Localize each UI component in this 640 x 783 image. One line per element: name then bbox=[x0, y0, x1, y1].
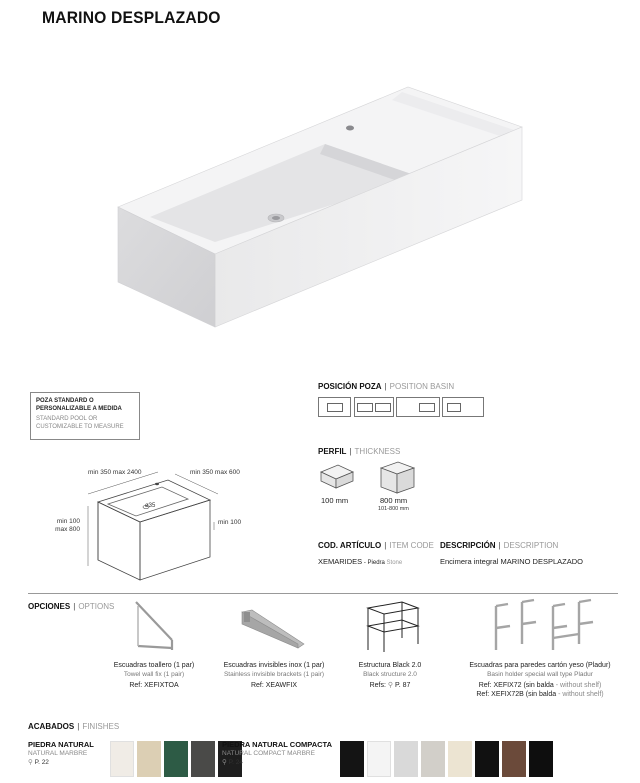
description-text: Encimera integral MARINO DESPLAZADO bbox=[440, 557, 583, 566]
finish-swatch[interactable] bbox=[164, 741, 188, 777]
finish-swatch[interactable] bbox=[137, 741, 161, 777]
finish-swatch[interactable] bbox=[110, 741, 134, 777]
dim-thickness: min 100 bbox=[218, 519, 242, 526]
pladur-holder-image-2 bbox=[545, 598, 597, 654]
option-black-structure[interactable]: Estructura Black 2.0 Black structure 2.0 Refs: ⚲ P. 87 bbox=[358, 662, 422, 689]
divider bbox=[28, 593, 618, 594]
finish-swatch[interactable] bbox=[448, 741, 472, 777]
dim-width: min 350 max 2400 bbox=[88, 469, 142, 476]
pool-note-es: POZA STANDARD O PERSONALIZABLE A MEDIDA bbox=[36, 398, 122, 412]
black-structure-image bbox=[362, 598, 422, 654]
finish-swatch[interactable] bbox=[340, 741, 364, 777]
page-ref-icon: ⚲ bbox=[28, 759, 33, 766]
item-code-value: XEMARIDES - Piedra Stone bbox=[318, 557, 403, 566]
thickness-800-label: 800 mm bbox=[380, 496, 408, 505]
position-option-1[interactable] bbox=[318, 397, 351, 417]
dim-drain: ø35 bbox=[145, 503, 156, 509]
page-ref-icon: ⚲ bbox=[387, 682, 394, 689]
finish-group-natural: PIEDRA NATURAL NATURAL MARBRE ⚲ P. 22 bbox=[28, 740, 94, 766]
options-heading: OPCIONES | OPTIONS bbox=[28, 602, 115, 611]
page-ref-icon: ⚲ bbox=[222, 759, 227, 766]
finish-swatch[interactable] bbox=[421, 741, 445, 777]
thickness-800-icon bbox=[378, 460, 418, 496]
dim-height: min 100 max 800 bbox=[55, 518, 80, 533]
finish-swatch[interactable] bbox=[367, 741, 391, 777]
dim-depth: min 350 max 600 bbox=[190, 469, 240, 476]
pladur-holder-image-1 bbox=[488, 598, 540, 654]
thickness-800-range: 101-800 mm bbox=[378, 506, 409, 512]
item-code-heading: COD. ARTÍCULO | ITEM CODE bbox=[318, 541, 434, 550]
finish-swatch[interactable] bbox=[502, 741, 526, 777]
finish-swatch[interactable] bbox=[475, 741, 499, 777]
option-invisible-brackets[interactable]: Escuadras invisibles inox (1 par) Stainless invisible brackets (1 pair) Ref: XEAWFIX bbox=[223, 662, 325, 689]
option-towel-fix[interactable]: Escuadras toallero (1 par) Towel wall fix (1 pair) Ref: XEFIXTOA bbox=[113, 662, 195, 689]
thickness-100-label: 100 mm bbox=[321, 496, 349, 505]
towel-wall-fix-image bbox=[128, 598, 188, 653]
finish-swatch[interactable] bbox=[529, 741, 553, 777]
product-image bbox=[110, 82, 530, 332]
invisible-brackets-image bbox=[238, 608, 308, 653]
position-option-2[interactable] bbox=[354, 397, 394, 417]
thickness-heading: PERFIL | THICKNESS bbox=[318, 447, 401, 456]
position-basin-heading: POSICIÓN POZA | POSITION BASIN bbox=[318, 382, 455, 391]
position-option-3[interactable] bbox=[396, 397, 440, 417]
description-heading: DESCRIPCIÓN | DESCRIPTION bbox=[440, 541, 559, 550]
finish-swatch[interactable] bbox=[191, 741, 215, 777]
page-title: MARINO DESPLAZADO bbox=[42, 8, 221, 27]
pool-note-en: STANDARD POOL OR CUSTOMIZABLE TO MEASURE bbox=[36, 416, 124, 430]
finish-group-compact: PIEDRA NATURAL COMPACTA NATURAL COMPACT MARBRE ⚲ P. 24 bbox=[222, 740, 332, 766]
thickness-100-icon bbox=[318, 462, 358, 492]
position-option-4[interactable] bbox=[442, 397, 484, 417]
finish-swatch[interactable] bbox=[394, 741, 418, 777]
finishes-heading: ACABADOS | FINISHES bbox=[28, 722, 120, 731]
pool-note bbox=[30, 392, 140, 440]
option-pladur-holder[interactable]: Escuadras para paredes cartón yeso (Pladur) Basin holder special wall type Pladur Ref: XEFIX72 (sin balda - without shelf) Ref: XEFIX72B (sin balda - without shelf) bbox=[469, 662, 611, 698]
